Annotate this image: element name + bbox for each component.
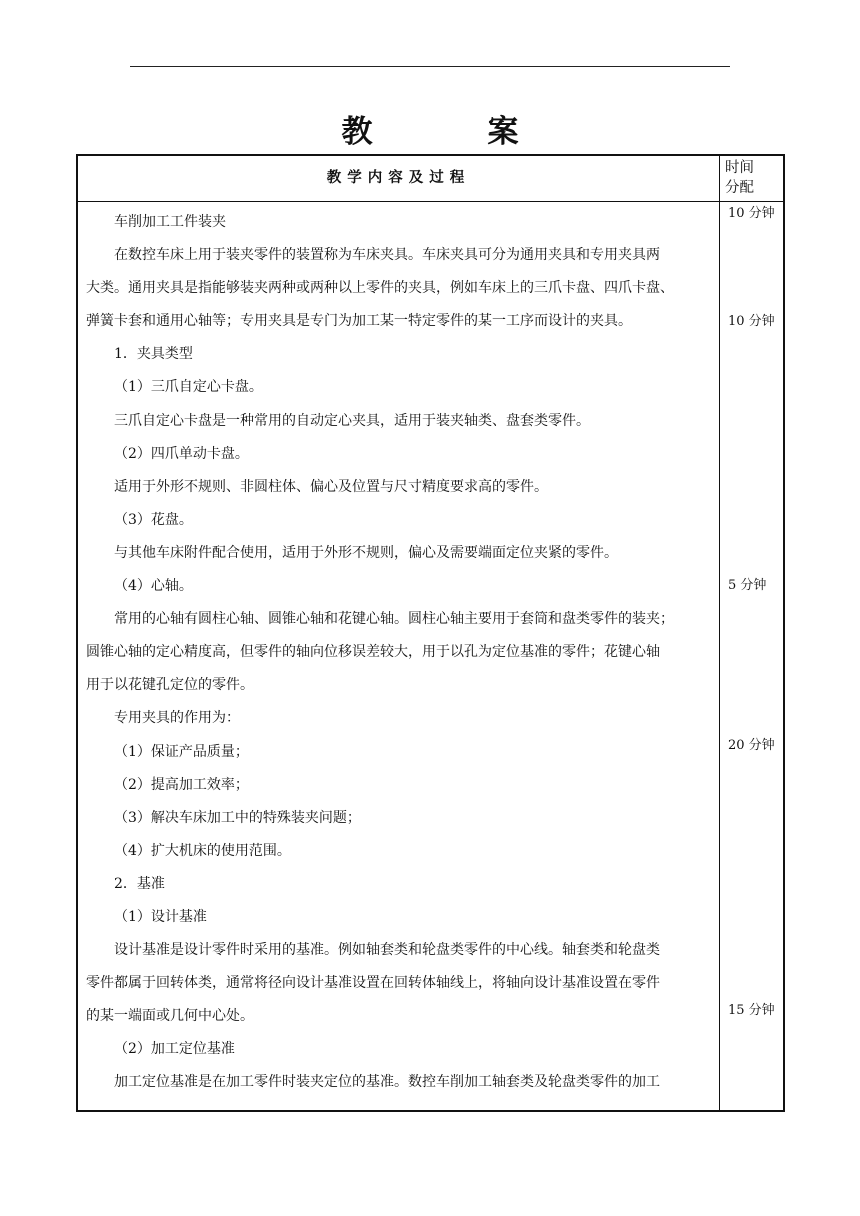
- content-line: 零件都属于回转体类，通常将径向设计基准设置在回转体轴线上，将轴向设计基准设置在零件: [86, 975, 660, 992]
- content-line: 车削加工工件装夹: [114, 214, 226, 230]
- content-line: 三爪自定心卡盘是一种常用的自动定心夹具，适用于装夹轴类、盘套类零件。: [114, 412, 590, 429]
- content-line: （2）加工定位基准: [114, 1041, 235, 1058]
- column-header-content: 教学内容及过程: [326, 170, 471, 186]
- content-line: 专用夹具的作用为：: [114, 710, 240, 727]
- time-allocation: 10 分钟: [728, 314, 775, 329]
- content-line: 常用的心轴有圆柱心轴、圆锥心轴和花键心轴。圆柱心轴主要用于套筒和盘类零件的装夹；: [114, 611, 674, 628]
- content-line: 加工定位基准是在加工零件时装夹定位的基准。数控车削加工轴套类及轮盘类零件的加工: [114, 1074, 660, 1091]
- content-line: 1．夹具类型: [114, 346, 193, 363]
- content-line: （4）扩大机床的使用范围。: [114, 842, 291, 859]
- header-rule: [130, 66, 730, 67]
- content-line: （1）保证产品质量；: [114, 743, 249, 760]
- content-line: （1）三爪自定心卡盘。: [114, 379, 263, 396]
- header-divider: [78, 201, 783, 202]
- column-divider: [719, 156, 720, 1110]
- content-line: （3）解决车床加工中的特殊装夹问题；: [114, 809, 361, 826]
- time-allocation: 15 分钟: [728, 1003, 775, 1018]
- content-line: 在数控车床上用于装夹零件的装置称为车床夹具。车床夹具可分为通用夹具和专用夹具两: [114, 247, 660, 264]
- content-line: 设计基准是设计零件时采用的基准。例如轴套类和轮盘类零件的中心线。轴套类和轮盘类: [114, 942, 660, 959]
- content-line: 与其他车床附件配合使用，适用于外形不规则，偏心及需要端面定位夹紧的零件。: [114, 544, 618, 561]
- time-allocation: 10 分钟: [728, 206, 775, 221]
- content-line: （4）心轴。: [114, 578, 193, 595]
- content-line: 弹簧卡套和通用心轴等；专用夹具是专门为加工某一特定零件的某一工序而设计的夹具。: [86, 313, 632, 330]
- lesson-plan-table: [76, 154, 785, 1112]
- time-allocation: 5 分钟: [728, 578, 767, 593]
- content-line: （2）四爪单动卡盘。: [114, 445, 249, 462]
- content-line: 用于以花键孔定位的零件。: [86, 677, 254, 694]
- column-header-time-line2: 分配: [725, 180, 754, 196]
- content-line: （1）设计基准: [114, 908, 207, 925]
- content-line: 圆锥心轴的定心精度高，但零件的轴向位移误差较大，用于以孔为定位基准的零件；花键心轴: [86, 644, 660, 661]
- content-line: （2）提高加工效率；: [114, 776, 249, 793]
- content-line: （3）花盘。: [114, 511, 193, 528]
- content-line: 大类。通用夹具是指能够装夹两种或两种以上零件的夹具，例如车床上的三爪卡盘、四爪卡盘、: [86, 280, 674, 297]
- content-line: 的某一端面或几何中心处。: [86, 1008, 254, 1025]
- content-line: 适用于外形不规则、非圆柱体、偏心及位置与尺寸精度要求高的零件。: [114, 478, 548, 495]
- column-header-time: [725, 158, 783, 198]
- column-header-time-line1: 时间: [725, 160, 754, 176]
- lesson-content: [86, 206, 711, 1100]
- content-line: 2．基准: [114, 875, 165, 892]
- document-title: 教 案: [341, 114, 561, 150]
- time-allocation: 20 分钟: [728, 738, 775, 753]
